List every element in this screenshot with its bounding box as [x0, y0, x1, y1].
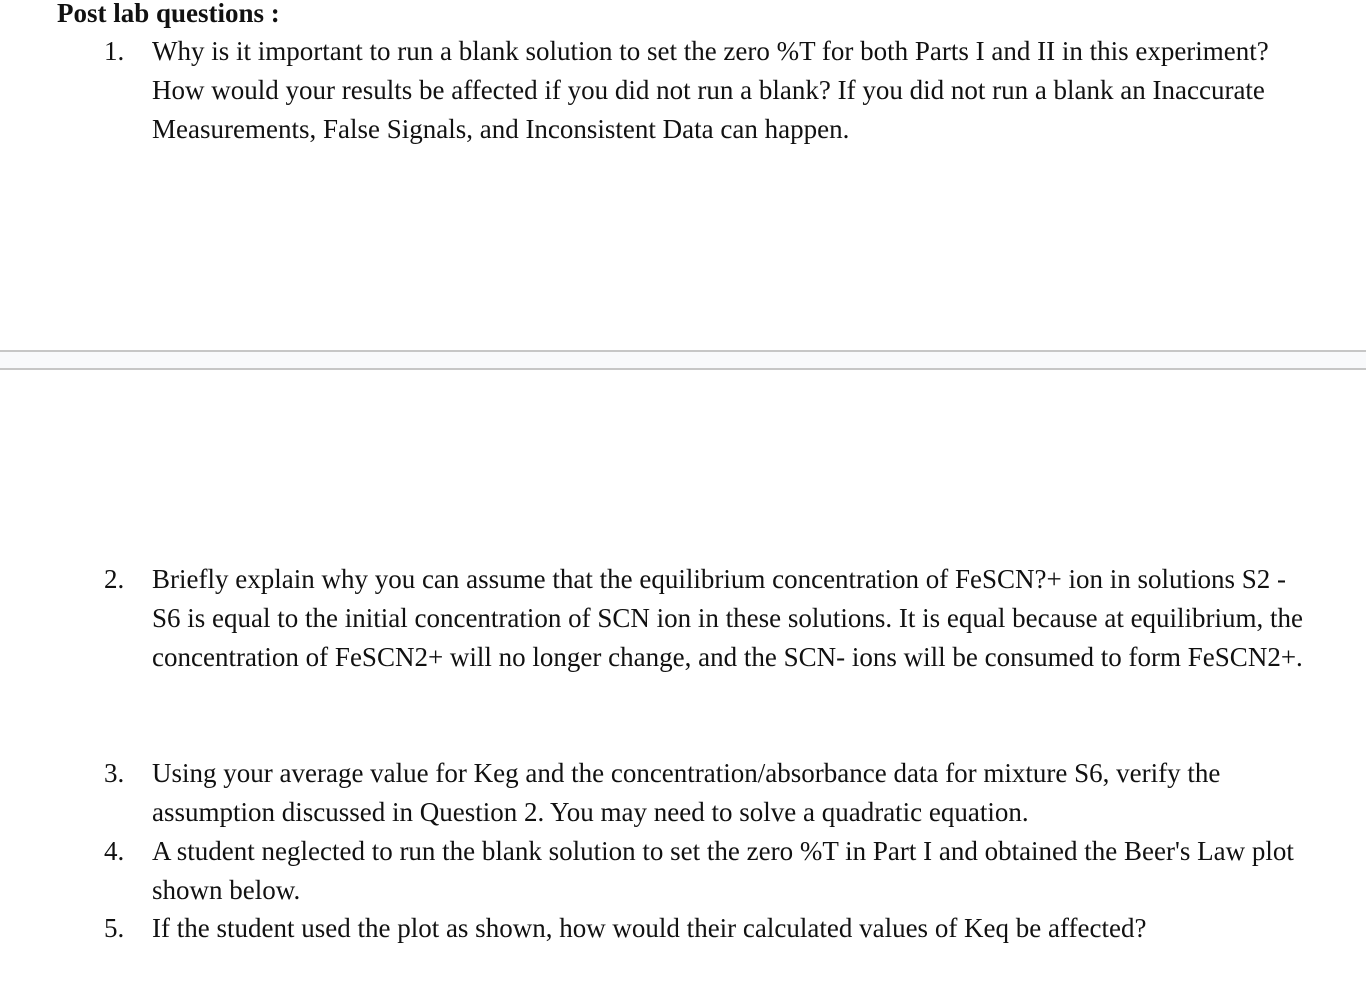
question-1 — [104, 32, 1304, 149]
question-number: 2. — [104, 564, 125, 594]
question-4 — [104, 832, 1304, 910]
question-number: 3. — [104, 758, 125, 788]
question-number: 1. — [104, 36, 125, 66]
question-2 — [104, 560, 1304, 677]
page-title: Post lab questions : — [57, 0, 280, 28]
question-3 — [104, 754, 1304, 832]
question-5 — [104, 909, 1304, 948]
question-number: 4. — [104, 836, 125, 866]
question-text: If the student used the plot as shown, how would their calculated values of Keq be affected? — [152, 913, 1147, 943]
question-text: Briefly explain why you can assume that the equilibrium concentration of FeSCN?+ ion in solutions S2 - S6 is equal to the initial concentration of SCN ion in these solutions. It is equal because at equilibrium, the concentration of FeSCN2+ will no longer change, and the SCN- ions will be consumed to form FeSCN2+. — [152, 564, 1304, 672]
question-text: Using your average value for Keg and the concentration/absorbance data for mixture S6, verify the assumption discussed in Question 2. You may need to solve a quadratic equation. — [152, 758, 1221, 827]
section-divider — [0, 350, 1366, 370]
question-number: 5. — [104, 913, 125, 943]
question-text: A student neglected to run the blank solution to set the zero %T in Part I and obtained the Beer's Law plot shown below. — [152, 836, 1294, 905]
question-text: Why is it important to run a blank solution to set the zero %T for both Parts I and II in this experiment? How would your results be affected if you did not run a blank? If you did not run a blank an Inaccurate Measurements, False Signals, and Inconsistent Data can happen. — [152, 36, 1269, 144]
